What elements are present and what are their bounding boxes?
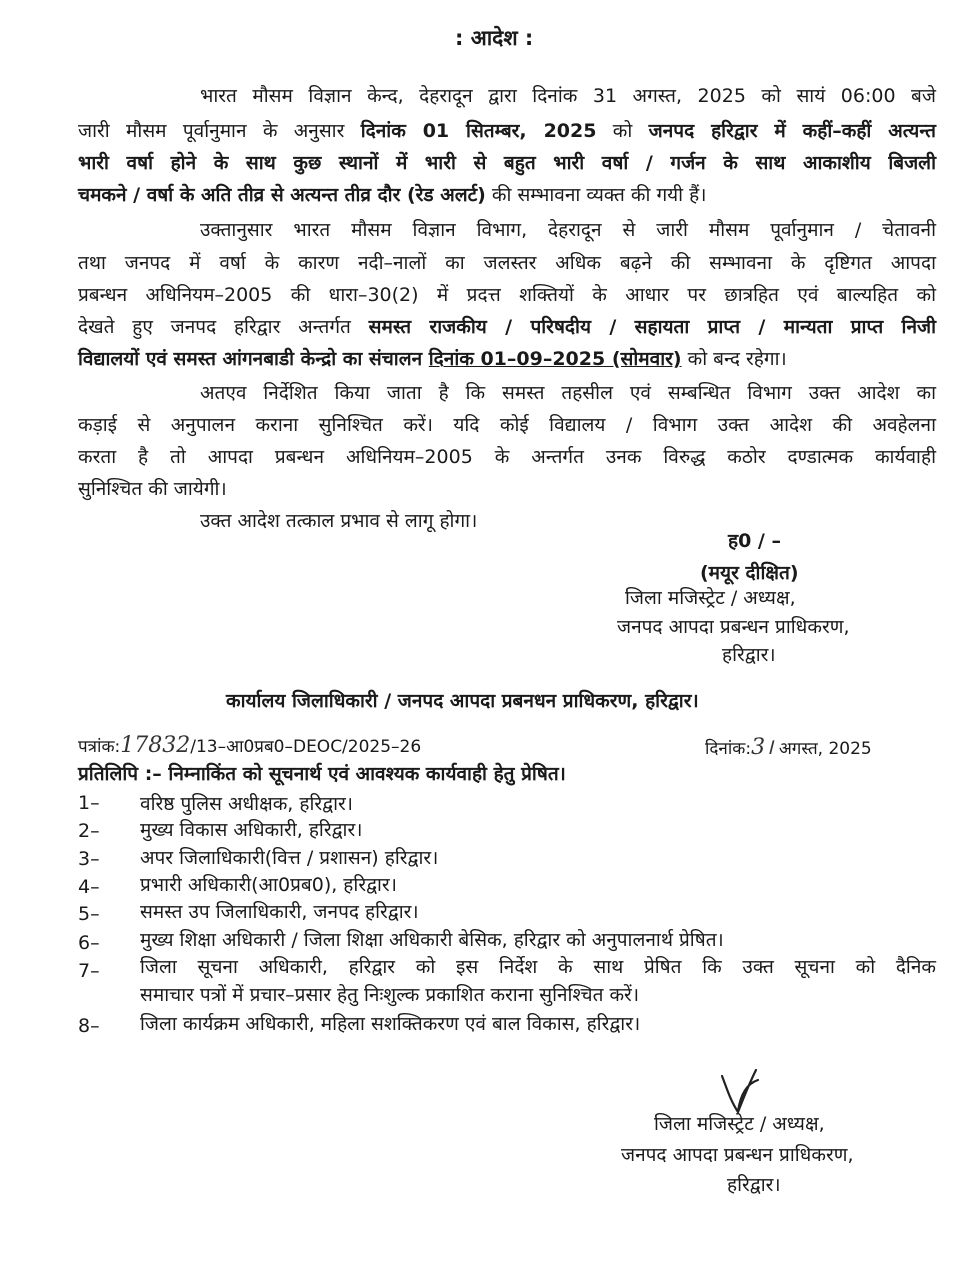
para1-text: को <box>596 120 649 142</box>
date-highlight: दिनांक 01 सितम्बर, 2025 <box>360 120 597 142</box>
para2-line4 <box>78 313 936 339</box>
copy-heading: प्रतिलिपि :– निम्नाकिंत को सूचनार्थ एवं आवश्यक कार्यवाही हेतु प्रेषित। <box>78 763 566 785</box>
letter-number-ref: /13–आ0प्रब0–DEOC/2025–26 <box>190 737 422 757</box>
anganwadi-highlight: विद्यालयों एवं समस्त आंगनबाडी केन्द्रो का संचालन <box>78 348 429 370</box>
signatory-place: हरिद्वार। <box>722 644 776 666</box>
letter-number-label: पत्रांक: <box>78 737 121 757</box>
signatory-authority: जनपद आपदा प्रबन्धन प्राधिकरण, <box>617 616 850 638</box>
signature-stroke <box>722 1070 758 1112</box>
list-item-number: 1– <box>78 792 100 814</box>
para1-text: जारी मौसम पूर्वानुमान के अनुसार <box>78 120 361 142</box>
handwritten-date: 3। <box>751 735 774 760</box>
list-item-number: 7– <box>78 960 100 982</box>
list-item-number: 5– <box>78 903 100 925</box>
list-item: प्रभारी अधिकारी(आ0प्रब0), हरिद्वार। <box>140 874 397 896</box>
list-item-number: 8– <box>78 1015 100 1037</box>
list-item: अपर जिलाधिकारी(वित्त / प्रशासन) हरिद्वार। <box>140 847 439 869</box>
para2-line3: प्रबन्धन अधिनियम–2005 की धारा–30(2) में प्रदत्त शक्तियों के आधार पर छात्रहित एवं बाल्यहित को <box>78 284 936 306</box>
para1-line3: भारी वर्षा होने के साथ कुछ स्थानों में भारी से बहुत भारी वर्षा / गर्जन के साथ आकाशीय बिजली <box>78 152 936 174</box>
list-item-number: 3– <box>78 848 100 870</box>
para1-line1: भारत मौसम विज्ञान केन्द, देहरादून द्वारा दिनांक 31 अगस्त, 2025 को सायं 06:00 बजे <box>200 85 936 107</box>
handwritten-number: 17832 <box>120 733 191 758</box>
list-item: समस्त उप जिलाधिकारी, जनपद हरिद्वार। <box>140 901 419 923</box>
letter-date <box>705 731 872 761</box>
list-item: मुख्य शिक्षा अधिकारी / जिला शिक्षा अधिकारी बेसिक, हरिद्वार को अनुपालनार्थ प्रेषित। <box>140 929 724 951</box>
list-item-number: 4– <box>78 876 100 898</box>
list-item: वरिष्ठ पुलिस अधीक्षक, हरिद्वार। <box>140 793 353 815</box>
para3-line3: करता है तो आपदा प्रबन्धन अधिनियम–2005 के अन्तर्गत उनक विरुद्ध कठोर दण्डात्मक कार्यवाही <box>78 446 936 468</box>
page-title: : आदेश : <box>455 26 534 50</box>
para3-line4: सुनिश्चित की जायेगी। <box>78 478 227 500</box>
para1-text: की सम्भावना व्यक्त की गयी हैं। <box>485 184 707 206</box>
para2-text: देखते हुए जनपद हरिद्वार अन्तर्गत <box>78 316 369 338</box>
list-item: जिला कार्यक्रम अधिकारी, महिला सशक्तिकरण एवं बाल विकास, हरिद्वार। <box>140 1013 641 1035</box>
red-alert-text: चमकने / वर्षा के अति तीव्र से अत्यन्त तीव्र दौर (रेड अलर्ट) <box>78 184 486 206</box>
letter-date-label: दिनांक: <box>705 739 752 759</box>
list-item-number: 6– <box>78 932 100 954</box>
para4: उक्त आदेश तत्काल प्रभाव से लागू होगा। <box>200 510 478 532</box>
signatory-place: हरिद्वार। <box>727 1174 781 1196</box>
signatory-designation: जिला मजिस्ट्रेट / अध्यक्ष, <box>625 587 796 609</box>
para2-line5 <box>78 345 787 371</box>
para3-line1: अतएव निर्देशित किया जाता है कि समस्त तहसील एवं सम्बन्धित विभाग उक्त आदेश का <box>200 382 936 404</box>
para1-line2 <box>78 117 936 143</box>
para2-line1: उक्तानुसार भारत मौसम विज्ञान विभाग, देहरादून से जारी मौसम पूर्वानुमान / चेतावनी <box>200 219 936 241</box>
letter-number <box>78 733 421 758</box>
signatory-designation: जिला मजिस्ट्रेट / अध्यक्ष, <box>654 1113 825 1135</box>
list-item: मुख्य विकास अधिकारी, हरिद्वार। <box>140 819 363 841</box>
para3-line2: कड़ाई से अनुपालन कराना सुनिश्चित करें। यदि कोई विद्यालय / विभाग उक्त आदेश की अवहेलना <box>78 414 936 436</box>
letter-date-month: अगस्त, 2025 <box>778 739 872 759</box>
closure-date: दिनांक 01–09–2025 (सोमवार) <box>428 348 682 370</box>
signatory-authority: जनपद आपदा प्रबन्धन प्राधिकरण, <box>621 1144 854 1166</box>
para1-line4 <box>78 181 706 207</box>
schools-highlight: समस्त राजकीय / परिषदीय / सहायता प्राप्त / मान्यता प्राप्त निजी <box>368 316 937 338</box>
district-highlight: जनपद हरिद्वार में कहीं–कहीं अत्यन्त <box>648 120 936 142</box>
list-item-number: 2– <box>78 820 100 842</box>
signatory-name: (मयूर दीक्षित) <box>700 562 799 584</box>
list-item-continuation: समाचार पत्रों में प्रचार–प्रसार हेतु निःशुल्क प्रकाशित कराना सुनिश्चित करें। <box>140 984 640 1006</box>
list-item: जिला सूचना अधिकारी, हरिद्वार को इस निर्देश के साथ प्रेषित कि उक्त सूचना को दैनिक <box>140 956 936 978</box>
para2-line2: तथा जनपद में वर्षा के कारण नदी–नालों का जलस्तर अधिक बढ़ने की सम्भावना के दृष्टिगत आपदा <box>78 252 936 274</box>
signed-mark: ह0 / – <box>728 530 781 552</box>
office-heading: कार्यालय जिलाधिकारी / जनपद आपदा प्रबनधन प्राधिकरण, हरिद्वार। <box>226 690 699 712</box>
para2-text: को बन्द रहेगा। <box>681 348 787 370</box>
